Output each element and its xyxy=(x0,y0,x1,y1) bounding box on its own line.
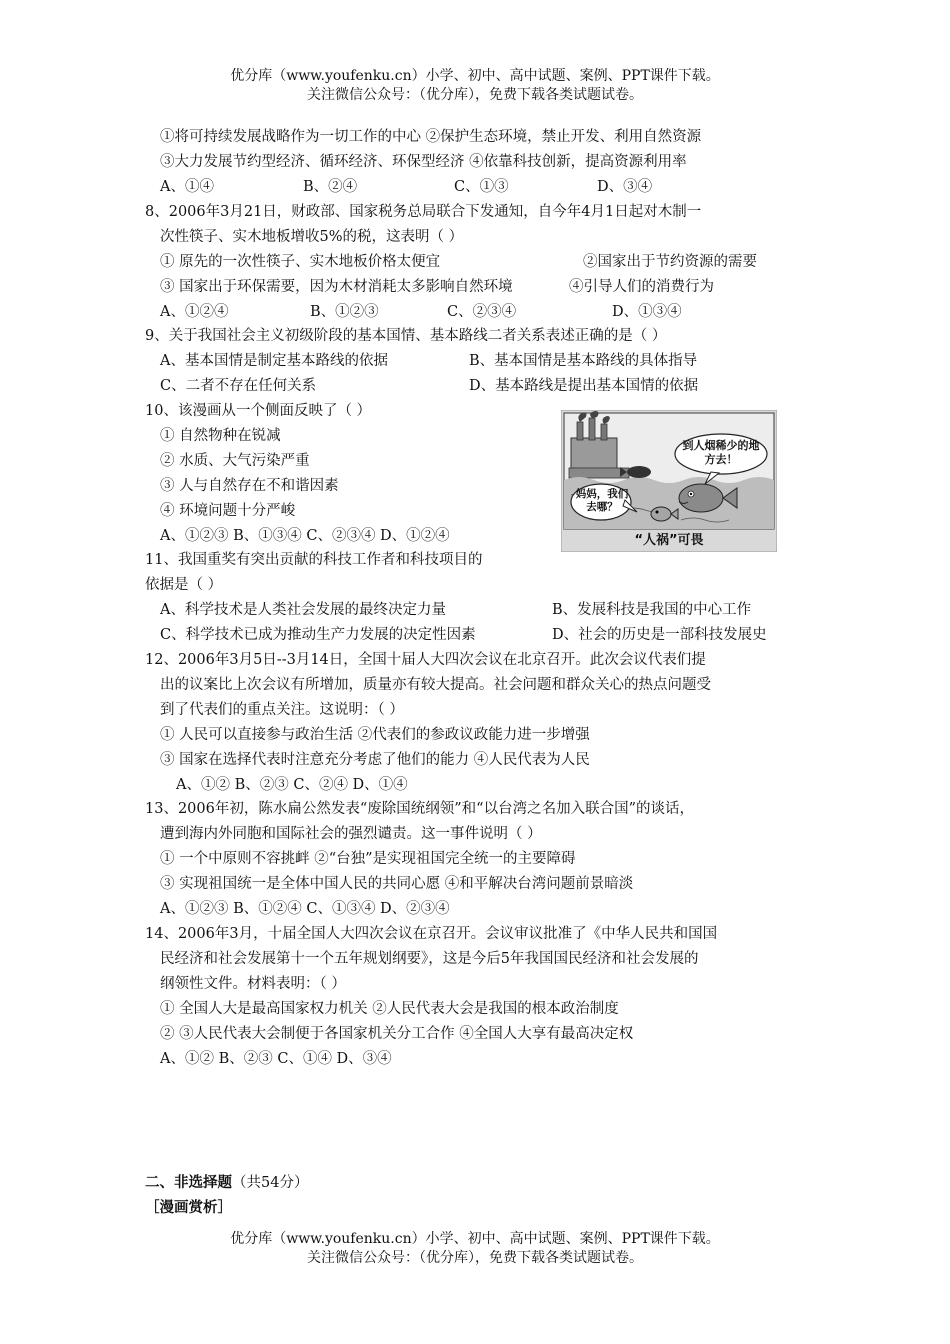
q12-stem-line-1: 12、2006年3月5日--3月14日，全国十届人大四次会议在北京召开。此次会议代表们提 xyxy=(145,652,706,668)
q13-stem-line-1: 13、2006年初，陈水扁公然发表“废除国统纲领”和“以台湾之名加入联合国”的谈话， xyxy=(145,801,695,817)
q8-option-4: ④引导人们的消费行为 xyxy=(569,279,714,295)
q7-choice-a: A、①④ xyxy=(160,179,214,195)
q12-stem-line-3: 到了代表们的重点关注。这说明：（ ） xyxy=(160,702,404,718)
header-line-1: 优分库（www.youfenku.cn）小学、初中、高中试题、案例、PPT课件下载。 xyxy=(230,68,720,84)
section-2-title: 二、非选择题 xyxy=(145,1174,232,1191)
q10-option-1: ① 自然物种在锐减 xyxy=(160,428,281,444)
q14-stem-line-2: 民经济和社会发展第十一个五年规划纲要》，这是今后5年我国国民经济和社会发展的 xyxy=(160,951,699,967)
q11-choice-b: B、发展科技是我国的中心工作 xyxy=(552,602,752,618)
q11-stem-line-1: 11、我国重奖有突出贡献的科技工作者和科技项目的 xyxy=(145,552,483,568)
q9-choice-a: A、基本国情是制定基本路线的依据 xyxy=(160,353,388,369)
q11-choice-d: D、社会的历史是一部科技发展史 xyxy=(552,627,767,643)
footer-line-2: 关注微信公众号：（优分库），免费下载各类试题试卷。 xyxy=(307,1250,643,1266)
q8-choice-b: B、①②③ xyxy=(310,304,379,320)
q7-choice-c: C、①③ xyxy=(454,179,509,195)
q10-stem: 10、该漫画从一个侧面反映了（ ） xyxy=(145,403,372,419)
footer-line-1: 优分库（www.youfenku.cn）小学、初中、高中试题、案例、PPT课件下载。 xyxy=(230,1231,720,1247)
header-line-2: 关注微信公众号：（优分库），免费下载各类试题试卷。 xyxy=(307,87,643,103)
q7-option-line-1: ①将可持续发展战略作为一切工作的中心 ②保护生态环境，禁止开发、利用自然资源 xyxy=(160,129,702,145)
q10-option-3: ③ 人与自然存在不和谐因素 xyxy=(160,478,339,494)
q12-option-line-1: ① 人民可以直接参与政治生活 ②代表们的参政议政能力进一步增强 xyxy=(160,727,590,743)
q13-option-line-1: ① 一个中原则不容挑衅 ②“台独”是实现祖国完全统一的主要障碍 xyxy=(160,851,576,867)
q11-stem-line-2: 依据是（ ） xyxy=(145,577,223,593)
section-2-subheading: ［漫画赏析］ xyxy=(145,1199,232,1216)
bubble-left-text: 妈妈，我们去哪？ xyxy=(575,488,629,513)
q13-option-line-2: ③ 实现祖国统一是全体中国人民的共同心愿 ④和平解决台湾问题前景暗淡 xyxy=(160,876,634,892)
q8-choice-c: C、②③④ xyxy=(447,304,517,320)
q8-stem-line-2: 次性筷子、实木地板增收5%的税，这表明（ ） xyxy=(160,229,464,245)
q14-stem-line-3: 纲领性文件。材料表明：（ ） xyxy=(160,976,346,992)
speech-bubble-left xyxy=(571,484,637,520)
bubble-right-text: 到人烟稀少的地方去！ xyxy=(682,439,760,466)
q12-choices: A、①② B、②③ C、②④ D、①④ xyxy=(176,777,408,793)
pollution-cartoon-image xyxy=(561,410,777,552)
section-2-heading xyxy=(145,1173,308,1193)
q13-stem-line-2: 遭到海内外同胞和国际社会的强烈谴责。这一事件说明（ ） xyxy=(160,826,542,842)
q8-choice-d: D、①③④ xyxy=(612,304,682,320)
cartoon-caption: “人祸”可畏 xyxy=(634,533,704,548)
q9-choice-c: C、二者不存在任何关系 xyxy=(160,378,317,394)
q9-choice-b: B、基本国情是基本路线的具体指导 xyxy=(469,353,698,369)
q9-choice-d: D、基本路线是提出基本国情的依据 xyxy=(469,378,699,394)
q8-choice-a: A、①②④ xyxy=(160,304,229,320)
q12-option-line-2: ③ 国家在选择代表时注意充分考虑了他们的能力 ④人民代表为人民 xyxy=(160,752,590,768)
q12-stem-line-2: 出的议案比上次会议有所增加，质量亦有较大提高。社会问题和群众关心的热点问题受 xyxy=(160,677,711,693)
section-2-score: （共54分） xyxy=(232,1175,309,1191)
q10-option-4: ④ 环境问题十分严峻 xyxy=(160,503,296,519)
q7-choice-b: B、②④ xyxy=(303,179,358,195)
q7-choice-d: D、③④ xyxy=(597,179,653,195)
q13-choices: A、①②③ B、①②④ C、①③④ D、②③④ xyxy=(160,901,450,917)
q14-stem-line-1: 14、2006年3月，十届全国人大四次会议在京召开。会议审议批准了《中华人民共和国国 xyxy=(145,926,718,942)
q7-option-line-2: ③大力发展节约型经济、循环经济、环保型经济 ④依靠科技创新，提高资源利用率 xyxy=(160,154,687,170)
q14-option-line-1: ① 全国人大是最高国家权力机关 ②人民代表大会是我国的根本政治制度 xyxy=(160,1001,619,1017)
q14-option-line-2: ② ③人民代表大会制便于各国家机关分工合作 ④全国人大享有最高决定权 xyxy=(160,1026,634,1042)
q11-choice-a: A、科学技术是人类社会发展的最终决定力量 xyxy=(160,602,446,618)
q11-choice-c: C、科学技术已成为推动生产力发展的决定性因素 xyxy=(160,627,476,643)
q8-option-3: ③ 国家出于环保需要，因为木材消耗太多影响自然环境 xyxy=(160,279,513,295)
q8-option-1: ① 原先的一次性筷子、实木地板价格太便宜 xyxy=(160,254,441,270)
q8-option-2: ②国家出于节约资源的需要 xyxy=(583,254,757,270)
q9-stem: 9、关于我国社会主义初级阶段的基本国情、基本路线二者关系表述正确的是（ ） xyxy=(145,328,667,344)
q14-choices: A、①② B、②③ C、①④ D、③④ xyxy=(160,1051,392,1067)
q10-choices: A、①②③ B、①③④ C、②③④ D、①②④ xyxy=(160,528,450,544)
q8-stem-line-1: 8、2006年3月21日，财政部、国家税务总局联合下发通知，自今年4月1日起对木制一 xyxy=(145,204,702,220)
q10-option-2: ② 水质、大气污染严重 xyxy=(160,453,310,469)
